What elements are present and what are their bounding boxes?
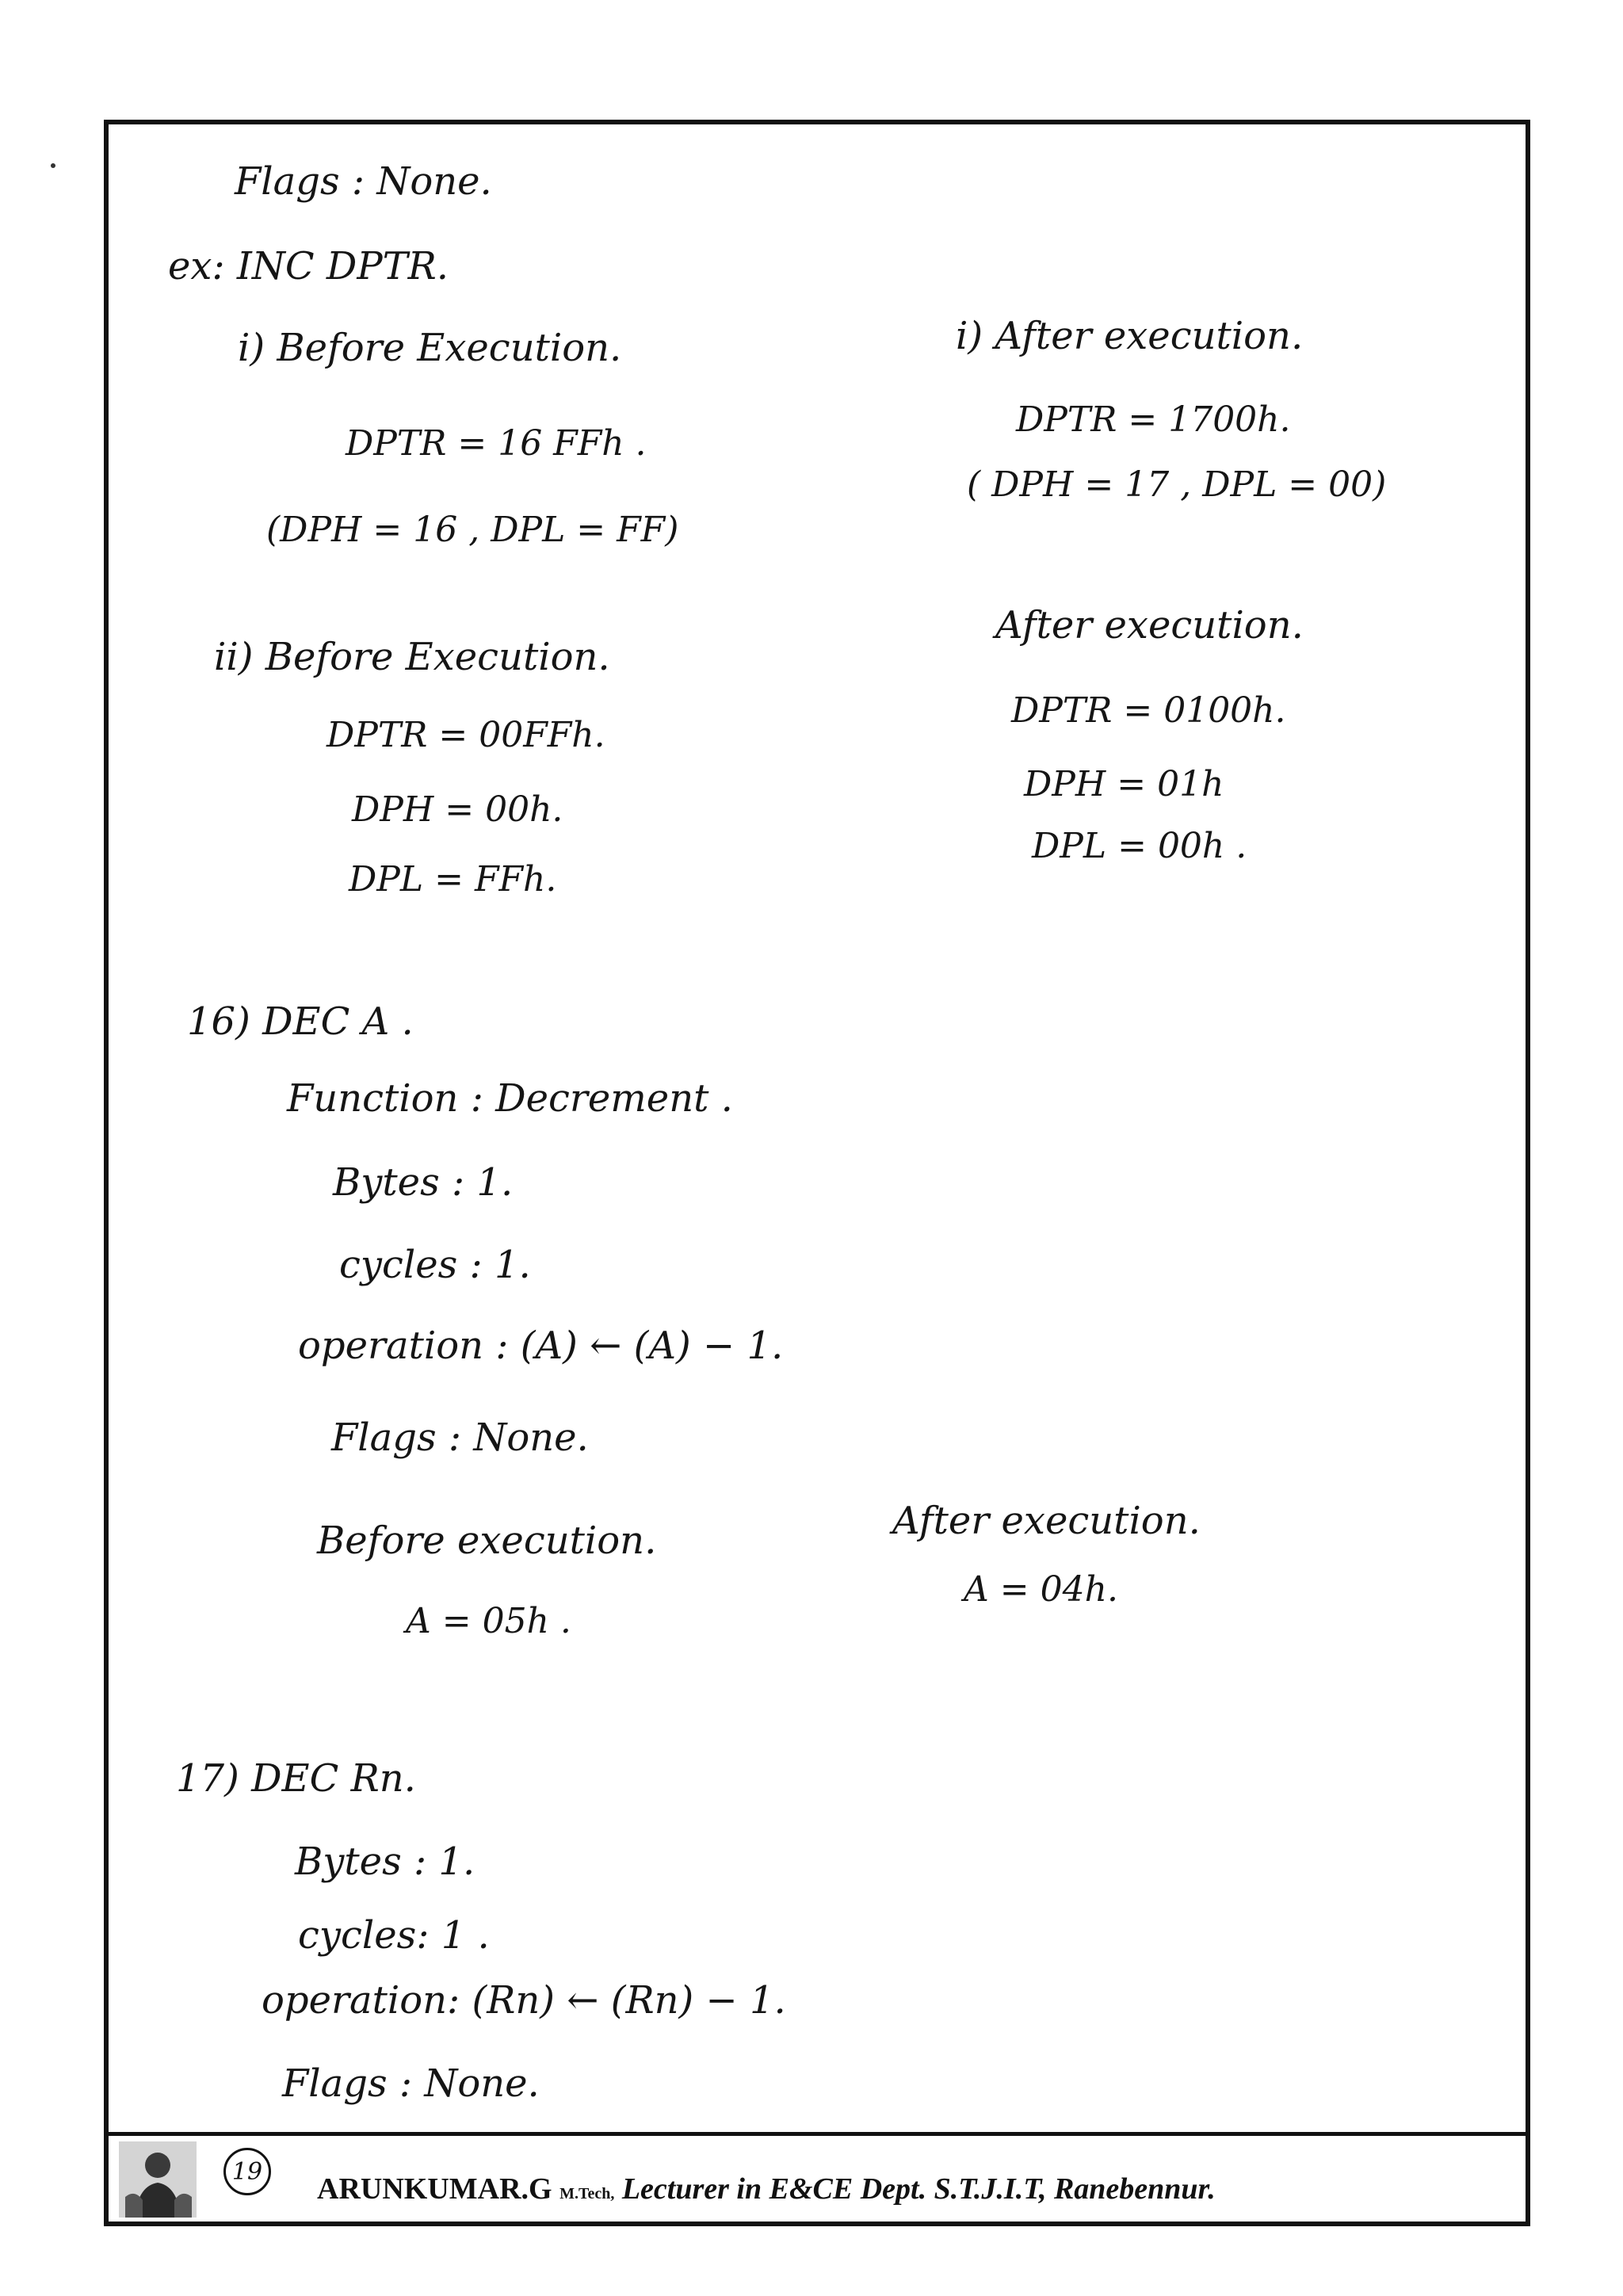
dph-dpl-1700: ( DPH = 17 , DPL = 00): [967, 464, 1387, 505]
dptr-0100h: DPTR = 0100h.: [1011, 690, 1286, 731]
dec-a-before-value: A = 05h .: [406, 1601, 571, 1641]
dec-a-after-value: A = 04h.: [964, 1569, 1118, 1610]
dph-01h: DPH = 01h: [1024, 764, 1224, 804]
dptr-1700h: DPTR = 1700h.: [1016, 399, 1291, 440]
page-border: [104, 120, 1530, 2226]
page-number-badge: 19: [223, 2148, 271, 2195]
footer-divider: [104, 2132, 1530, 2136]
dec-rn-operation: operation: (Rn) ← (Rn) − 1.: [262, 1978, 786, 2023]
dec-a-cycles: cycles : 1.: [339, 1243, 531, 1287]
author-degree: M.Tech,: [559, 2185, 615, 2202]
dpl-ffh: DPL = FFh.: [349, 859, 557, 900]
dptr-00ffh: DPTR = 00FFh.: [327, 715, 605, 755]
before-execution-heading-1: i) Before Execution.: [238, 326, 622, 370]
dpl-00h: DPL = 00h .: [1032, 826, 1247, 866]
dec-a-function: Function : Decrement .: [287, 1076, 733, 1121]
example-inc-dptr: ex: INC DPTR.: [168, 244, 449, 288]
dptr-16ffh: DPTR = 16 FFh .: [346, 423, 647, 464]
after-execution-heading-1: i) After execution.: [956, 314, 1304, 358]
stray-mark: [51, 163, 55, 168]
dec-a-heading: 16) DEC A .: [187, 999, 414, 1044]
dec-rn-bytes: Bytes : 1.: [295, 1839, 475, 1884]
dph-00h: DPH = 00h.: [352, 789, 563, 830]
before-execution-heading-2: ii) Before Execution.: [214, 635, 610, 679]
author-name: ARUNKUMAR.G: [317, 2172, 552, 2206]
author-portrait-image: [119, 2141, 197, 2218]
flags-none-line: Flags : None.: [235, 159, 492, 204]
dec-a-flags: Flags : None.: [331, 1415, 589, 1460]
dec-a-after-heading: After execution.: [892, 1499, 1201, 1543]
dec-rn-flags: Flags : None.: [282, 2061, 540, 2106]
dec-rn-heading: 17) DEC Rn.: [176, 1756, 416, 1801]
dec-rn-cycles: cycles: 1 .: [298, 1913, 490, 1958]
dph-dpl-16ff: (DPH = 16 , DPL = FF): [266, 510, 679, 550]
footer-credit: [317, 2172, 1216, 2206]
dec-a-bytes: Bytes : 1.: [333, 1160, 514, 1205]
dec-a-operation: operation : (A) ← (A) − 1.: [298, 1324, 784, 1368]
author-description: Lecturer in E&CE Dept. S.T.J.I.T, Ranebennur.: [621, 2172, 1216, 2206]
dec-a-before-heading: Before execution.: [317, 1519, 657, 1563]
after-execution-heading-2: After execution.: [995, 603, 1304, 648]
